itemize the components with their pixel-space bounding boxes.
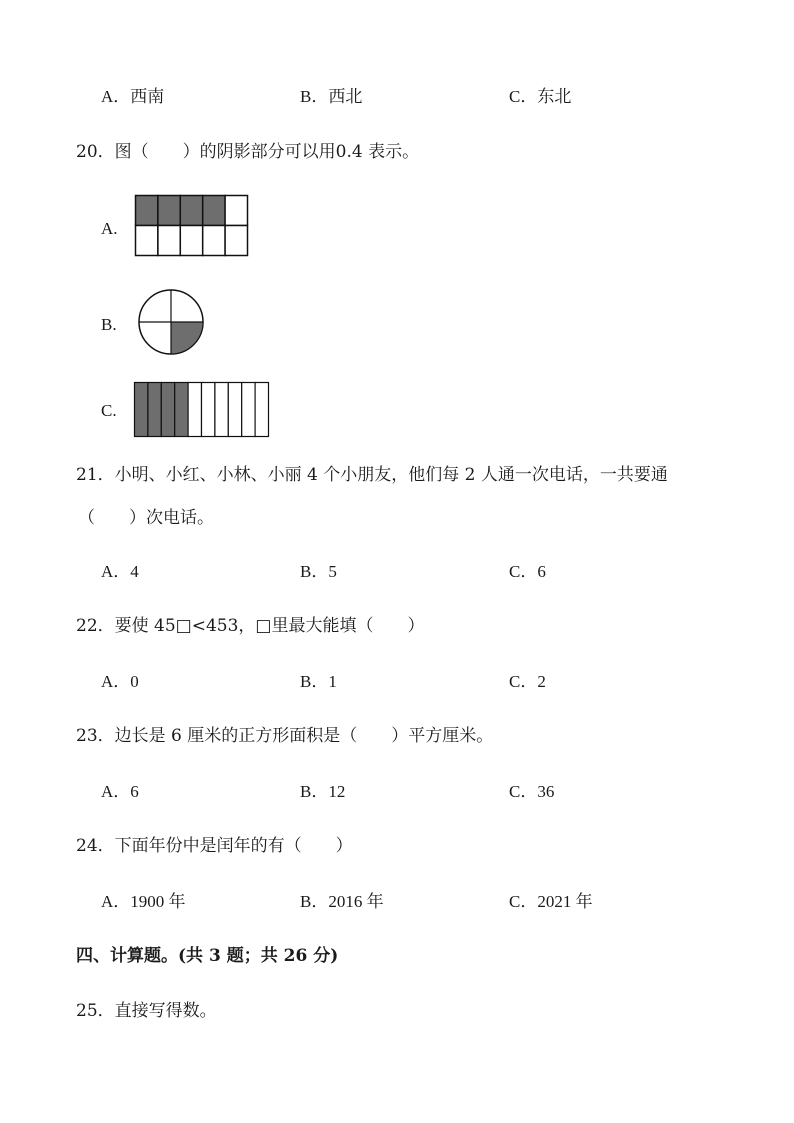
q22-option-c[interactable]: C．2 — [509, 672, 546, 691]
strip — [188, 383, 201, 437]
grid-cell — [158, 226, 180, 256]
grid-cell — [203, 226, 225, 256]
q23-stem: 23．边长是 6 厘米的正方形面积是（ ）平方厘米。 — [76, 726, 494, 746]
grid-cell — [180, 226, 202, 256]
q25-stem: 25．直接写得数。 — [76, 1001, 217, 1021]
strip — [202, 383, 215, 437]
grid-cell — [225, 226, 247, 256]
strip-shaded — [175, 383, 188, 437]
q21-option-b[interactable]: B．5 — [300, 562, 337, 581]
strip-shaded — [135, 383, 148, 437]
strip — [255, 383, 268, 437]
q21-stem-line2: （ ）次电话。 — [78, 508, 214, 528]
q20-option-a[interactable]: A. — [101, 219, 118, 238]
circle-quarter-shaded — [171, 322, 203, 354]
q20-figure-c-strips — [134, 382, 270, 438]
q21-option-a[interactable]: A．4 — [101, 562, 139, 581]
q24-option-c[interactable]: C．2021 年 — [509, 892, 593, 911]
q24-stem: 24．下面年份中是闰年的有（ ） — [76, 836, 353, 856]
q19-option-a[interactable]: A．西南 — [101, 87, 165, 106]
strip — [242, 383, 255, 437]
strip — [228, 383, 241, 437]
q20-stem: 20．图（ ）的阴影部分可以用0.4 表示。 — [76, 142, 420, 162]
q20-option-c[interactable]: C. — [101, 401, 117, 420]
strip-shaded — [161, 383, 174, 437]
q20-figure-a-grid — [135, 195, 248, 256]
grid-cell — [136, 226, 158, 256]
q23-option-b[interactable]: B．12 — [300, 782, 346, 801]
q22-option-a[interactable]: A．0 — [101, 672, 139, 691]
grid-cell-shaded — [203, 196, 225, 226]
q22-stem: 22．要使 45□<453，□里最大能填（ ） — [76, 616, 425, 636]
q23-option-c[interactable]: C．36 — [509, 782, 555, 801]
q21-stem-line1: 21．小明、小红、小林、小丽 4 个小朋友，他们每 2 人通一次电话，一共要通 — [76, 465, 668, 485]
q20-option-b[interactable]: B. — [101, 315, 117, 334]
q24-option-a[interactable]: A．1900 年 — [101, 892, 186, 911]
grid-cell-shaded — [180, 196, 202, 226]
q24-option-b[interactable]: B．2016 年 — [300, 892, 384, 911]
grid-cell — [225, 196, 247, 226]
q23-option-a[interactable]: A．6 — [101, 782, 139, 801]
q19-option-c[interactable]: C．东北 — [509, 87, 572, 106]
grid-cell-shaded — [136, 196, 158, 226]
q20-figure-b-circle — [137, 289, 207, 357]
q19-option-b[interactable]: B．西北 — [300, 87, 363, 106]
q21-option-c[interactable]: C．6 — [509, 562, 546, 581]
section-4-heading: 四、计算题。(共 3 题；共 26 分) — [76, 946, 339, 966]
grid-cell-shaded — [158, 196, 180, 226]
strip-shaded — [148, 383, 161, 437]
strip — [215, 383, 228, 437]
q22-option-b[interactable]: B．1 — [300, 672, 337, 691]
